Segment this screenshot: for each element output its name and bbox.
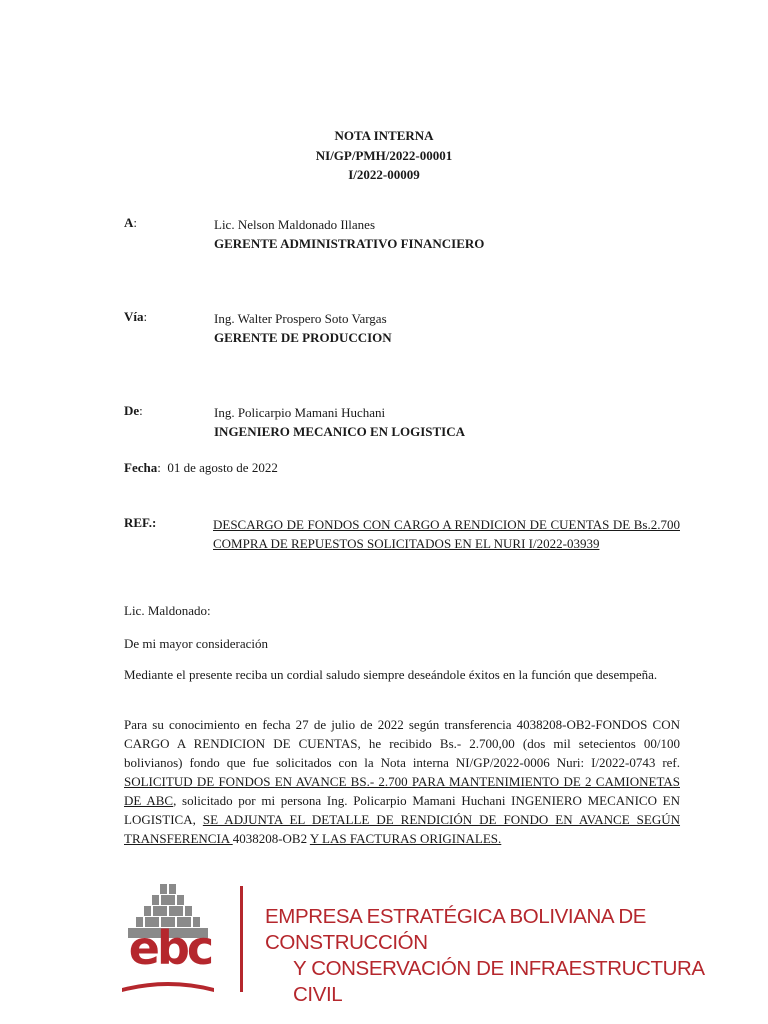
to-label: A:	[124, 215, 138, 230]
company-name	[265, 904, 705, 1008]
document-code: NI/GP/PMH/2022-00001	[315, 147, 453, 163]
from-sender	[214, 403, 465, 441]
salutation: Lic. Maldonado:	[124, 603, 211, 618]
via-label: Vía:	[124, 309, 148, 324]
from-title: INGENIERO MECANICO EN LOGISTICA	[214, 424, 466, 439]
date-label: Fecha	[124, 460, 158, 475]
via-title: GERENTE DE PRODUCCION	[214, 330, 392, 345]
company-line-2: Y CONSERVACIÓN DE INFRAESTRUCTURA CIVIL	[293, 957, 704, 1006]
document-nuri: I/2022-00009	[348, 167, 420, 182]
paragraph-1: Mediante el presente reciba un cordial saludo siempre deseándole éxitos en la función que desempeña.	[124, 667, 658, 682]
date-value: 01 de agosto de 2022	[167, 460, 278, 475]
from-name: Ing. Policarpio Mamani Huchani	[214, 405, 386, 420]
from-label: De:	[124, 403, 143, 418]
via-name: Ing. Walter Prospero Soto Vargas	[214, 311, 387, 326]
abc-logo-text: ebc	[128, 921, 212, 975]
ref-label: REF.:	[124, 515, 157, 530]
company-line-1: EMPRESA ESTRATÉGICA BOLIVIANA DE CONSTRUCCIÓN	[265, 905, 646, 954]
consideration: De mi mayor consideración	[124, 636, 269, 651]
document-title: NOTA INTERNA	[334, 128, 434, 143]
to-title: GERENTE ADMINISTRATIVO FINANCIERO	[214, 236, 485, 251]
via-recipient	[214, 309, 392, 347]
ref-text: DESCARGO DE FONDOS CON CARGO A RENDICION DE CUENTAS DE Bs.2.700 COMPRA DE REPUESTOS SOLICITADOS EN EL NURI I/2022-03939	[213, 517, 680, 551]
footer-divider	[240, 886, 243, 992]
to-name: Lic. Nelson Maldonado Illanes	[214, 217, 376, 232]
date-line: Fecha: 01 de agosto de 2022	[124, 460, 278, 475]
document-header	[0, 126, 768, 185]
paragraph-2: Para su conocimiento en fecha 27 de julio de 2022 según transferencia 4038208-OB2-FONDOS CON CARGO A RENDICION DE CUENTAS, he recibido Bs.- 2.700,00 (dos mil setecientos 00/100 bolivianos) fondo que fue solicitados con la Nota interna NI/GP/2022-0006 Nuri: I/2022-0743 ref. SOLICITUD DE FONDOS EN AVANCE BS.- 2.700 PARA MANTENIMIENTO DE 2 CAMIONETAS DE ABC, solicitado por mi persona Ing. Policarpio Mamani Huchani INGENIERO MECANICO EN LOGISTICA, SE ADJUNTA EL DETALLE DE RENDICIÓN DE FONDO EN AVANCE SEGÚN TRANSFERENCIA 4038208-OB2 Y LAS FACTURAS ORIGINALES.	[124, 717, 681, 846]
to-recipient	[214, 215, 484, 253]
